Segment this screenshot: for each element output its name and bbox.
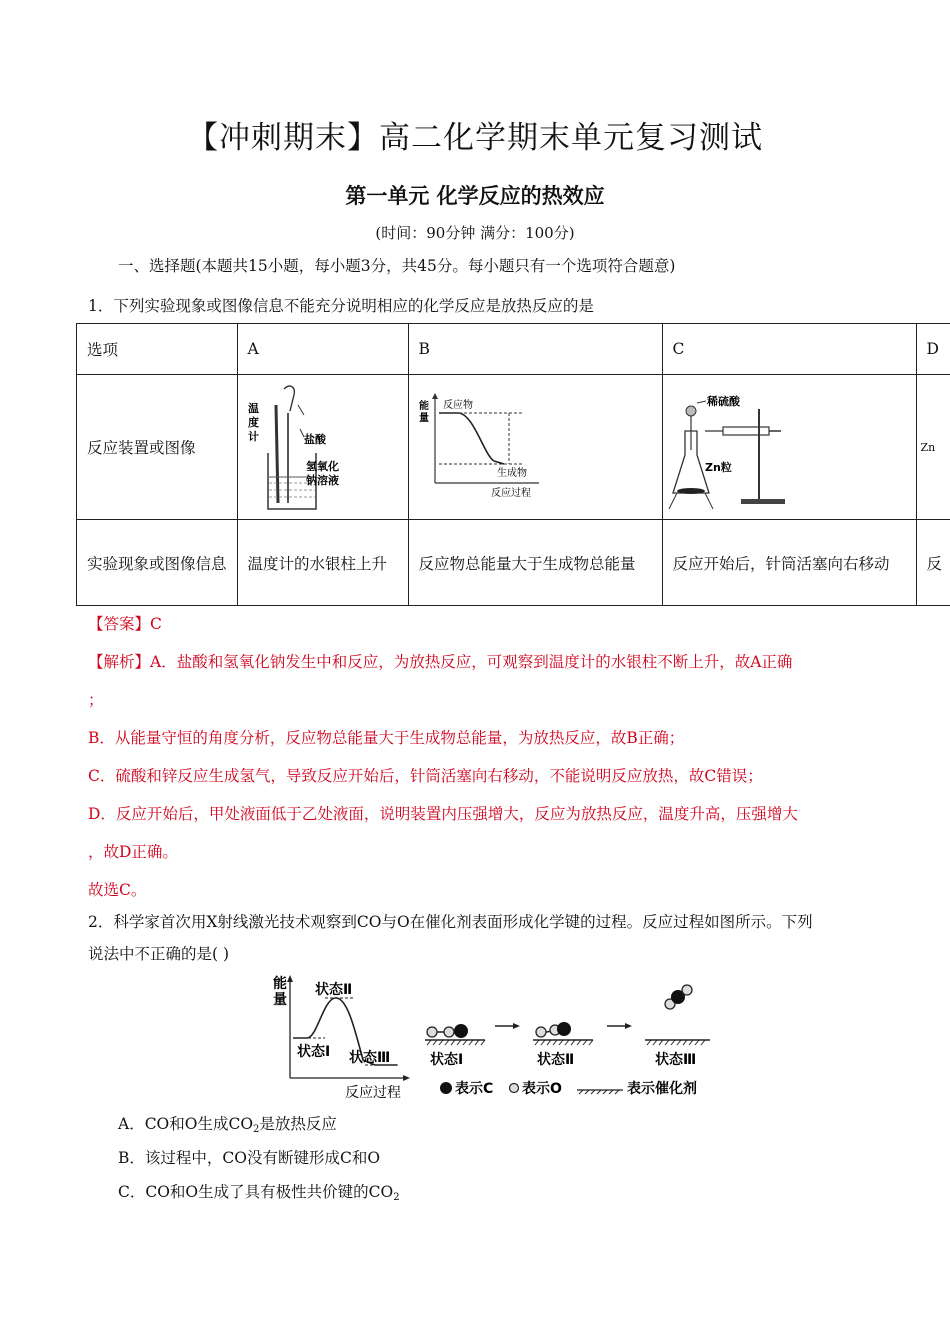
state-3-caption: 状态Ⅲ: [655, 1052, 697, 1068]
subscript: 2: [253, 1124, 260, 1135]
table-cell: A: [237, 324, 408, 375]
carbon-atom-icon: [557, 1022, 571, 1036]
y-label-1: 能: [418, 401, 429, 412]
apparatus-c-figure: [663, 375, 916, 515]
analysis-line-d-tail: ，故D正确。: [88, 843, 178, 861]
state-1-label: 状态Ⅰ: [297, 1044, 331, 1060]
state-2-caption: 状态Ⅱ: [537, 1052, 575, 1068]
oxygen-atom-icon: [444, 1027, 454, 1037]
question-1-stem: 1．下列实验现象或图像信息不能充分说明相应的化学反应是放热反应的是: [88, 297, 594, 315]
table-row: [77, 520, 950, 606]
reaction-process-figure: [265, 970, 725, 1105]
catalyst-surface-2: [533, 1040, 593, 1045]
catalyst-surface-3: [645, 1040, 710, 1045]
figure-b-cell: [408, 375, 662, 520]
syringe-icon: [723, 427, 769, 435]
question-2-stem: 2．科学家首次用X射线激光技术观察到CO与O在催化剂表面形成化学键的过程。反应过程如图所示。下列: [88, 913, 813, 931]
answer-value: C: [150, 615, 162, 633]
unit-title: 第一单元 化学反应的热效应: [345, 183, 605, 208]
table-cell: 反应开始后，针筒活塞向右移动: [662, 520, 916, 606]
table-cell: C: [662, 324, 916, 375]
oxygen-atom-icon: [427, 1027, 437, 1037]
zinc-label: Zn: [920, 440, 936, 454]
reactant-label: 反应物: [442, 400, 473, 411]
state-2-label: 状态Ⅱ: [315, 982, 353, 998]
analysis-line-a: [88, 650, 792, 672]
y-label-2: 量: [273, 992, 287, 1008]
analysis-line-d: D．反应开始后，甲处液面低于乙处液面，说明装置内压强增大，反应为放热反应，温度升高，压强增大: [88, 805, 798, 823]
analysis-label: 【解析】: [88, 653, 151, 671]
answer-line: [88, 612, 162, 634]
acid-label: 稀硫酸: [706, 395, 740, 408]
table-row: [77, 375, 950, 520]
table-cell: 反应物总能量大于生成物总能量: [408, 520, 662, 606]
question-1-table: [76, 323, 950, 606]
option-a-text: A．CO和O生成CO: [118, 1115, 254, 1133]
x-label: 反应过程: [490, 488, 531, 499]
answer-label: 【答案】: [88, 615, 151, 633]
oxygen-atom-icon: [536, 1027, 546, 1037]
hand-icon: [284, 386, 294, 411]
option-c: [118, 1180, 400, 1203]
table-header-row: [77, 324, 950, 375]
question-2-stem-cont: 说法中不正确的是( ): [88, 945, 230, 963]
thermometer-label-3: 计: [247, 430, 259, 443]
thermometer-label-1: 温: [247, 402, 259, 415]
base-label-1: 氢氧化: [305, 460, 339, 473]
energy-curve: [439, 413, 504, 464]
analysis-line-c: C．硫酸和锌反应生成氢气，导致反应开始后，针筒活塞向右移动，不能说明反应放热，故C错误；: [88, 767, 763, 785]
option-a: [118, 1112, 337, 1135]
state-1-caption: 状态Ⅰ: [430, 1052, 464, 1068]
oxygen-atom-icon: [682, 985, 692, 995]
figure-a-cell: [237, 375, 408, 520]
section-heading: 一、选择题(本题共15小题，每小题3分，共45分。每小题只有一个选项符合题意): [118, 257, 676, 275]
apparatus-a-figure: [238, 375, 408, 515]
legend-carbon: 表示C: [455, 1081, 494, 1097]
carbon-atom-icon: [454, 1024, 468, 1038]
carbon-legend-icon: [440, 1082, 452, 1094]
oxygen-legend-icon: [510, 1084, 519, 1093]
exam-meta: (时间：90分钟 满分：100分): [375, 224, 575, 242]
table-cell: 反: [916, 520, 950, 606]
figure-c-cell: [662, 375, 916, 520]
product-label: 生成物: [496, 468, 527, 479]
catalyst-legend-icon: [577, 1090, 623, 1094]
thermometer-icon: [276, 405, 278, 503]
table-cell: 反应装置或图像: [77, 375, 238, 520]
option-a-text-end: 是放热反应: [259, 1115, 337, 1133]
thermometer-label-2: 度: [247, 416, 259, 429]
table-cell: 温度计的水银柱上升: [237, 520, 408, 606]
analysis-line-a-tail: ；: [88, 691, 104, 709]
page-title: 【冲刺期末】高二化学期末单元复习测试: [187, 120, 763, 156]
y-label-1: 能: [273, 976, 287, 992]
analysis-line-b: B．从能量守恒的角度分析，反应物总能量大于生成物总能量，为放热反应，故B正确；: [88, 729, 685, 747]
table-cell: 实验现象或图像信息: [77, 520, 238, 606]
y-label-2: 量: [418, 413, 429, 424]
table-cell: 选项: [77, 324, 238, 375]
state-3-label: 状态Ⅲ: [349, 1050, 391, 1066]
table-cell: B: [408, 324, 662, 375]
conclusion-line: 故选C。: [88, 881, 147, 899]
analysis-text: A．盐酸和氢氧化钠发生中和反应，为放热反应，可观察到温度计的水银柱不断上升，故A正确: [150, 653, 793, 671]
legend-oxygen: 表示O: [522, 1081, 562, 1097]
figure-d-cell: [916, 375, 950, 520]
energy-diagram-b: [409, 375, 662, 515]
catalyst-surface-1: [425, 1040, 485, 1045]
legend-catalyst: 表示催化剂: [627, 1081, 697, 1097]
option-b: B．该过程中，CO没有断键形成C和O: [118, 1149, 381, 1167]
acid-label: 盐酸: [303, 433, 326, 446]
funnel-icon: [686, 406, 696, 416]
x-label: 反应过程: [345, 1085, 401, 1101]
base-label-2: 钠溶液: [305, 474, 339, 487]
table-cell: D: [916, 324, 950, 375]
subscript: 2: [393, 1192, 400, 1203]
option-c-text: C．CO和O生成了具有极性共价键的CO: [118, 1183, 394, 1201]
zinc-label: Zn粒: [704, 461, 732, 474]
